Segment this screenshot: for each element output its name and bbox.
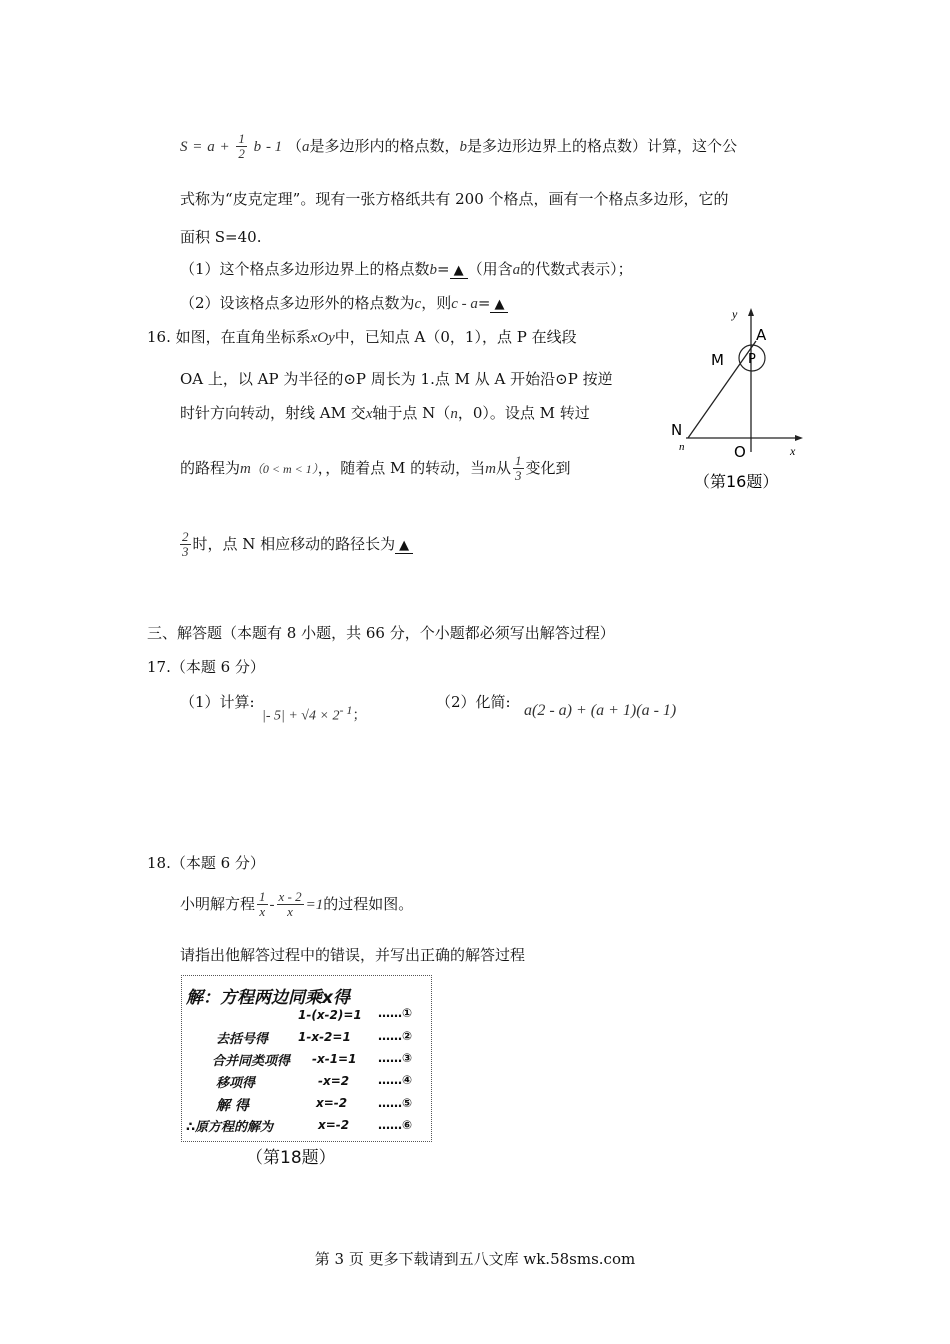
fig16-label-y: y bbox=[732, 307, 738, 321]
section3-title: 三、解答题（本题有 8 小题，共 66 分，个小题都必须写出解答过程） bbox=[147, 624, 615, 642]
fig16-label-a: A bbox=[756, 326, 767, 344]
fraction-1-over-x: $\frac{1}{x}$ bbox=[259, 889, 266, 920]
fig18-step-eq: 1-(x-2)=1 bbox=[298, 1008, 362, 1022]
fig18-step-label: 合并同类项得 bbox=[212, 1054, 291, 1069]
fig16-label-o: O bbox=[734, 443, 746, 461]
fraction-half: $\frac{1}{2}$ bbox=[238, 131, 245, 162]
q16-line5: $\frac{2}{3}$ 时，点 N 相应移动的路径长为 ▲ bbox=[178, 530, 413, 560]
fig16-label-m: M bbox=[711, 351, 724, 369]
q16-line2: OA 上，以 AP 为半径的⊙P 周长为 1.点 M 从 A 开始沿⊙P 按逆 bbox=[180, 370, 613, 388]
q15-line3: 面积 S=40. bbox=[180, 228, 262, 246]
fig18-step-eq: x=-2 bbox=[316, 1096, 348, 1110]
q16-line4: 的路程为m（0 < m < 1），，随着点 M 的转动，当m从 $\frac{1}{3}$ 变化到 bbox=[180, 453, 571, 484]
q17-part1: （1）计算: bbox=[180, 693, 255, 711]
page-footer: 第 3 页 更多下载请到五八文库 wk.58sms.com bbox=[314, 1250, 636, 1268]
fig18-step-mark: ……② bbox=[378, 1029, 413, 1043]
fig16-caption: （第16题） bbox=[694, 472, 779, 491]
q15-part2: （2）设该格点多边形外的格点数为c，则c - a= ▲ bbox=[180, 292, 508, 313]
q17-expr2: a(2 - a) + (a + 1)(a - 1) bbox=[524, 702, 677, 719]
fig18-caption: （第18题） bbox=[246, 1148, 336, 1168]
fraction-one-third: $\frac{1}{3}$ bbox=[515, 453, 522, 484]
q17-expr1: |- $5| + √4 \times 2^{- 1}$； bbox=[262, 703, 367, 724]
fig18-step-label: ∴原方程的解为 bbox=[186, 1120, 274, 1135]
fig18-step-eq: 1-x-2=1 bbox=[298, 1030, 351, 1044]
fig18-step-label: 解 得 bbox=[216, 1098, 249, 1114]
q18-line1: 小明解方程 $\frac{1}{x}$ - $\frac{x - 2}{x}$ =1的过程如图。 bbox=[180, 889, 414, 920]
answer-blank: ▲ bbox=[490, 297, 508, 313]
fraction-two-thirds: $\frac{2}{3}$ bbox=[182, 529, 189, 560]
fig18-step-eq: -x-1=1 bbox=[312, 1052, 357, 1066]
q17-title: 17.（本题 6 分） bbox=[147, 658, 265, 676]
fig16-label-n: N bbox=[671, 421, 683, 439]
answer-blank: ▲ bbox=[450, 263, 468, 279]
fig18-step-mark: ……① bbox=[378, 1006, 413, 1020]
q16-line3: 时针方向转动，射线 AM 交x轴于点 N（n，0）。设点 M 转过 bbox=[180, 404, 590, 422]
q16-figure bbox=[668, 305, 813, 500]
answer-blank: ▲ bbox=[395, 538, 413, 554]
fig18-step-label: 移项得 bbox=[216, 1076, 256, 1091]
fig16-label-n-small: n bbox=[679, 441, 685, 453]
fig16-label-p: P bbox=[748, 352, 756, 367]
q15-formula-line: S = a + $\frac{1}{2}$ b - 1 （a是多边形内的格点数，b是多边形边界上的格点数）计算，这个公 bbox=[180, 131, 738, 162]
fig18-step-eq: -x=2 bbox=[318, 1074, 350, 1088]
fig18-step-mark: ……⑤ bbox=[378, 1096, 413, 1110]
fig18-step-mark: ……⑥ bbox=[378, 1118, 413, 1132]
q15-line2: 式称为“皮克定理”。现有一张方格纸共有 200 个格点，画有一个格点多边形，它的 bbox=[180, 190, 729, 208]
fig18-step-mark: ……③ bbox=[378, 1051, 413, 1065]
formula-s: S bbox=[180, 138, 188, 155]
fig18-step-label: 去括号得 bbox=[216, 1032, 269, 1047]
fraction-x-2-over-x: $\frac{x - 2}{x}$ bbox=[278, 889, 302, 920]
q18-line2: 请指出他解答过程中的错误，并写出正确的解答过程 bbox=[180, 946, 526, 964]
fig18-step-eq: x=-2 bbox=[318, 1118, 350, 1132]
q18-title: 18.（本题 6 分） bbox=[147, 854, 265, 872]
q16-line1: 16. 如图，在直角坐标系xOy中，已知点 A（0，1），点 P 在线段 bbox=[147, 328, 577, 346]
q17-part2: （2）化简: bbox=[436, 693, 511, 711]
fig18-header: 解：方程两边同乘x得 bbox=[186, 988, 350, 1008]
q15-part1: （1）这个格点多边形边界上的格点数b= ▲ （用含a的代数式表示）； bbox=[180, 260, 633, 278]
fig18-step-mark: ……④ bbox=[378, 1073, 413, 1087]
fig16-label-x: x bbox=[790, 444, 796, 458]
